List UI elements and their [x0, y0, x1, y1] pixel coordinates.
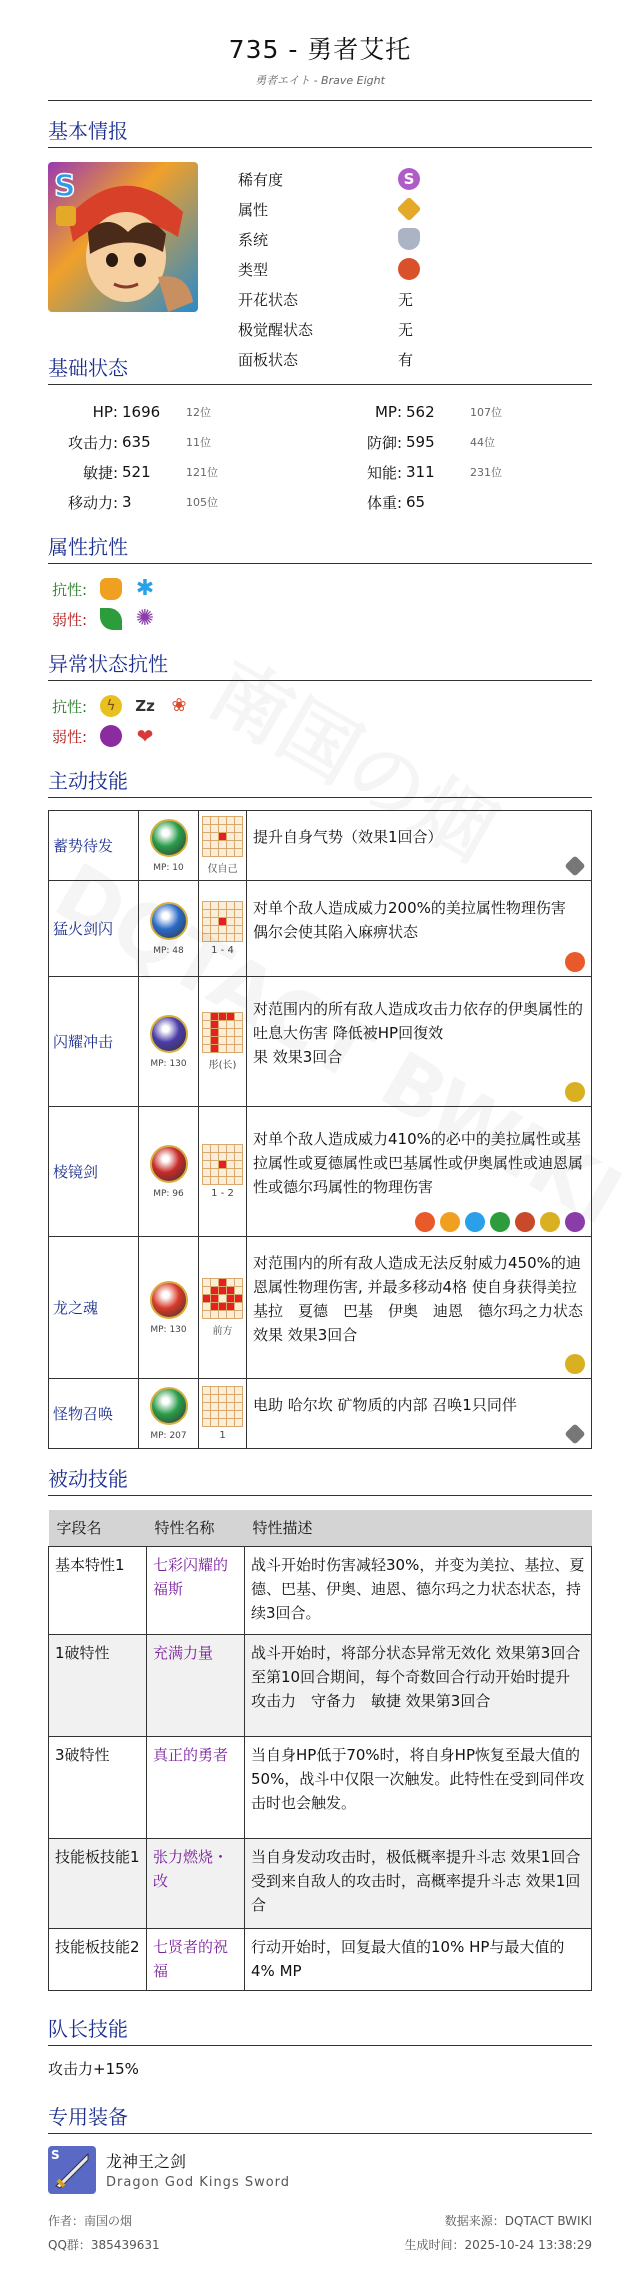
stat-value: 595	[406, 433, 435, 451]
stat-value: 3	[122, 493, 132, 511]
skill-desc: 对范围内的所有敌人造成攻击力依存的伊奥属性的吐息大伤害 降低被HP回復效 果 效果3回合	[253, 999, 584, 1066]
passive-row	[49, 1634, 592, 1736]
stat-rank: 105位	[186, 496, 218, 509]
stat-label: HP:	[92, 403, 118, 421]
type-icon	[398, 258, 420, 280]
confusion-icon: ❀	[171, 695, 187, 716]
stat-value: 635	[122, 433, 151, 451]
fire-fist-icon	[100, 578, 122, 600]
skill-orb-icon	[150, 1145, 188, 1183]
weak-label: 弱性:	[52, 610, 88, 629]
stat-label: 敏捷:	[82, 463, 118, 482]
skill-element-icons	[565, 1354, 585, 1374]
status-weak-row	[48, 721, 592, 751]
info-row-bloom	[238, 284, 420, 314]
footer-source	[445, 2212, 592, 2229]
skill-row	[49, 1107, 592, 1237]
skill-row	[49, 811, 592, 881]
leader-skill-text: 攻击力+15%	[48, 2059, 139, 2078]
skill-name[interactable]: 怪物召唤	[49, 1379, 139, 1449]
section-title-leader-skill: 队长技能	[48, 2013, 592, 2046]
skill-range-label: 彤(长)	[208, 1060, 237, 1071]
info-row-rarity	[238, 164, 420, 194]
skill-orb-icon	[150, 819, 188, 857]
skill-row	[49, 977, 592, 1107]
none-attr-icon	[564, 1423, 585, 1444]
skill-desc: 提升自身气势（效果1回合）	[253, 827, 443, 846]
stat-row	[48, 427, 592, 457]
passive-field: 1破特性	[49, 1634, 147, 1736]
range-grid	[202, 1144, 243, 1185]
skill-icon-cell	[139, 881, 199, 977]
passive-desc: 当自身HP低于70%时，将自身HP恢复至最大值的50%，战斗中仅限一次触发。此特性在受到同伴攻击时也会触发。	[245, 1736, 592, 1838]
skill-desc: 对范围内的所有敌人造成无法反射威力450%的迪恩属性物理伤害, 并最多移动4格 使自身获得美拉 基拉 夏德 巴基 伊奥 迪恩 德尔玛之力状态效果 效果3回合	[253, 1253, 592, 1344]
skill-name[interactable]: 棱镜剑	[49, 1107, 139, 1237]
passive-field: 3破特性	[49, 1736, 147, 1838]
info-row-awakening	[238, 314, 420, 344]
status-resist-block	[48, 691, 592, 751]
skill-range-label: 前方	[212, 1326, 233, 1337]
sword-icon	[48, 2146, 96, 2194]
skill-desc: 电助 哈尔坎 矿物质的内部 召唤1只同伴	[253, 1395, 517, 1414]
skill-orb-icon	[150, 1281, 188, 1319]
leaf-icon	[490, 1212, 510, 1232]
equipment-name-en: Dragon God Kings Sword	[106, 2175, 291, 2190]
section-title-basic-info: 基本情报	[48, 115, 592, 148]
info-label: 开花状态	[238, 290, 299, 309]
portrait-image	[48, 162, 198, 312]
skill-desc-cell	[247, 881, 592, 977]
paralysis-icon: ϟ	[100, 695, 122, 717]
skill-orb-icon	[150, 1015, 188, 1053]
section-title-attr-resist: 属性抗性	[48, 531, 592, 564]
skill-mp: MP: 130	[150, 1324, 187, 1335]
stat-label: 移动力:	[67, 493, 118, 512]
passive-row	[49, 1928, 592, 1990]
none-attr-icon	[564, 855, 585, 876]
fist-icon	[440, 1212, 460, 1232]
range-grid	[202, 816, 243, 857]
passive-name: 充满力量	[147, 1634, 245, 1736]
skill-range-cell	[199, 1379, 247, 1449]
skill-range-cell	[199, 881, 247, 977]
skill-element-icons	[565, 856, 585, 876]
equipment-item[interactable]	[48, 2146, 592, 2194]
info-row-panel	[238, 344, 420, 374]
skill-range-cell	[199, 977, 247, 1107]
skill-desc-cell	[247, 811, 592, 881]
skill-range-label: 1 - 2	[211, 1188, 234, 1199]
passive-desc: 行动开始时，回复最大值的10% HP与最大值的4% MP	[245, 1928, 592, 1990]
skill-name[interactable]: 猛火剑闪	[49, 881, 139, 977]
info-row-system	[238, 224, 420, 254]
stats-grid	[48, 397, 592, 517]
footer-qq	[48, 2236, 160, 2253]
footer-time-value: 2025-10-24 13:38:29	[464, 2237, 592, 2252]
skill-range-cell	[199, 1237, 247, 1379]
dark-swirl-icon: ✺	[135, 606, 155, 631]
skill-desc: 对单个敌人造成威力410%的必中的美拉属性或基拉属性或夏德属性或巴基属性或伊奥属性或迪恩属性或德尔玛属性的物理伤害	[253, 1129, 584, 1196]
skill-mp: MP: 130	[150, 1058, 187, 1069]
system-icon	[398, 228, 420, 250]
info-value: 有	[398, 350, 414, 369]
passive-row	[49, 1838, 592, 1928]
resist-label: 抗性:	[52, 697, 88, 716]
footer-time-label: 生成时间：	[404, 2237, 465, 2252]
title-divider	[48, 100, 592, 101]
skill-name[interactable]: 蓄势待发	[49, 811, 139, 881]
passive-desc: 战斗开始时，将部分状态异常无效化 效果第3回合至第10回合期间，每个奇数回合行动开始时提升攻击力 守备力 敏捷 效果第3回合	[245, 1634, 592, 1736]
passive-header-field: 字段名	[49, 1510, 147, 1546]
stat-label: 体重:	[366, 493, 402, 512]
range-grid	[202, 1012, 243, 1053]
star-icon	[540, 1212, 560, 1232]
stat-value: 65	[406, 493, 426, 511]
bomb-icon	[515, 1212, 535, 1232]
svg-text:S: S	[51, 2147, 60, 2162]
sleep-icon: Zz	[135, 697, 155, 715]
passive-desc: 战斗开始时伤害减轻30%，并变为美拉、基拉、夏德、巴基、伊奥、迪恩、德尔玛之力状态状态，持续3回合。	[245, 1546, 592, 1634]
leaf-icon	[100, 608, 122, 630]
skill-range-label: 仅自己	[207, 864, 238, 875]
skill-icon-cell	[139, 1237, 199, 1379]
page-subtitle: 勇者エイト - Brave Eight	[255, 74, 385, 87]
footer-source-label: 数据来源：	[444, 2213, 505, 2228]
star-icon	[565, 1354, 585, 1374]
stat-rank: 121位	[186, 466, 218, 479]
passive-header-name: 特性名称	[147, 1510, 245, 1546]
info-label: 面板状态	[238, 350, 299, 369]
section-title-active-skills: 主动技能	[48, 765, 592, 798]
light-icon	[565, 1082, 585, 1102]
skill-element-icons	[565, 1424, 585, 1444]
skill-desc-cell	[247, 1379, 592, 1449]
section-title-status-resist: 异常状态抗性	[48, 648, 592, 681]
passive-field: 基本特性1	[49, 1546, 147, 1634]
skill-icon-cell	[139, 977, 199, 1107]
info-row-type	[238, 254, 420, 284]
stat-rank: 231位	[470, 466, 502, 479]
footer	[48, 2208, 592, 2256]
skill-range-cell	[199, 811, 247, 881]
skill-icon-cell	[139, 1107, 199, 1237]
stat-row	[48, 457, 592, 487]
range-grid	[202, 1386, 243, 1427]
info-value: 无	[398, 320, 414, 339]
stat-label: 攻击力:	[67, 433, 118, 452]
skill-icon-cell	[139, 811, 199, 881]
info-label: 极觉醒状态	[238, 320, 314, 339]
skill-element-icons	[565, 952, 585, 972]
section-title-passive-skills: 被动技能	[48, 1463, 592, 1496]
skill-desc-cell	[247, 1107, 592, 1237]
stat-rank: 11位	[186, 436, 211, 449]
info-label: 类型	[238, 260, 269, 279]
skill-orb-icon	[150, 1387, 188, 1425]
section-title-base-stats: 基础状态	[48, 352, 592, 385]
stat-rank: 12位	[186, 406, 211, 419]
skill-desc-cell	[247, 1237, 592, 1379]
attribute-icon	[397, 197, 422, 222]
skill-range-cell	[199, 1107, 247, 1237]
skill-name[interactable]: 龙之魂	[49, 1237, 139, 1379]
info-row-attribute	[238, 194, 420, 224]
ice-icon	[465, 1212, 485, 1232]
passive-field: 技能板技能1	[49, 1838, 147, 1928]
skill-desc: 对单个敌人造成威力200%的美拉属性物理伤害 偶尔会使其陷入麻痹状态	[253, 898, 566, 941]
stat-label: MP:	[374, 403, 402, 421]
section-title-equipment: 专用装备	[48, 2101, 592, 2134]
stat-row	[48, 397, 592, 427]
rarity-s-icon: S	[398, 168, 420, 190]
info-value: 无	[398, 290, 414, 309]
passive-skills-table	[48, 1510, 592, 1991]
poison-icon	[100, 725, 122, 747]
fire-icon	[565, 952, 585, 972]
info-label: 系统	[238, 230, 269, 249]
passive-desc: 当自身发动攻击时，极低概率提升斗志 效果1回合 受到来自敌人的攻击时，高概率提升斗志 效果1回合	[245, 1838, 592, 1928]
range-grid	[202, 1278, 243, 1319]
passive-row	[49, 1546, 592, 1634]
skill-mp: MP: 96	[153, 1188, 184, 1199]
passive-row	[49, 1736, 592, 1838]
skill-range-label: 1 - 4	[211, 945, 234, 956]
skill-range-label: 1	[219, 1430, 226, 1441]
footer-qq-value: 385439631	[90, 2237, 160, 2252]
fire-icon	[415, 1212, 435, 1232]
passive-header-desc: 特性描述	[245, 1510, 592, 1546]
stat-rank: 107位	[470, 406, 502, 419]
footer-qq-label: QQ群：	[48, 2237, 91, 2252]
status-resist-row	[48, 691, 592, 721]
active-skills-table	[48, 810, 592, 1449]
range-grid	[202, 901, 243, 942]
weak-label: 弱性:	[52, 727, 88, 746]
character-portrait[interactable]	[48, 162, 198, 312]
skill-mp: MP: 207	[150, 1430, 187, 1441]
resist-label: 抗性:	[52, 580, 88, 599]
info-label: 属性	[238, 200, 269, 219]
attr-weak-row	[48, 604, 592, 634]
passive-header-row	[49, 1510, 592, 1546]
skill-row	[49, 881, 592, 977]
footer-author-value: 南国の烟	[84, 2213, 133, 2228]
equipment-name-cn: 龙神王之剑	[106, 2152, 187, 2171]
skill-icon-cell	[139, 1379, 199, 1449]
attr-resist-row	[48, 574, 592, 604]
stat-value: 1696	[122, 403, 161, 421]
skill-element-icons	[565, 1082, 585, 1102]
passive-name: 七贤者的祝福	[147, 1928, 245, 1990]
stat-value: 521	[122, 463, 151, 481]
passive-field: 技能板技能2	[49, 1928, 147, 1990]
footer-author	[48, 2212, 132, 2229]
passive-name: 真正的勇者	[147, 1736, 245, 1838]
stat-rank: 44位	[470, 436, 495, 449]
info-label: 稀有度	[238, 170, 284, 189]
stat-label: 知能:	[366, 463, 402, 482]
stat-label: 防御:	[366, 433, 402, 452]
ice-icon: ✱	[135, 576, 155, 601]
stat-value: 562	[406, 403, 435, 421]
footer-source-value: DQTACT BWIKI	[504, 2213, 592, 2228]
skill-mp: MP: 10	[153, 862, 184, 873]
passive-name: 张力燃烧・改	[147, 1838, 245, 1928]
stat-row	[48, 487, 592, 517]
footer-author-label: 作者：	[48, 2213, 85, 2228]
page-title: 735 - 勇者艾托	[228, 35, 412, 64]
charm-icon: ❤	[136, 724, 154, 748]
attr-resist-block	[48, 574, 592, 634]
skill-name[interactable]: 闪耀冲击	[49, 977, 139, 1107]
passive-name: 七彩闪耀的福斯	[147, 1546, 245, 1634]
basic-info-list	[238, 164, 420, 369]
skill-mp: MP: 48	[153, 945, 184, 956]
skill-orb-icon	[150, 902, 188, 940]
footer-time	[405, 2236, 592, 2253]
skill-row	[49, 1237, 592, 1379]
skill-element-icons	[415, 1212, 585, 1232]
svg-text:S: S	[54, 169, 76, 204]
skill-row	[49, 1379, 592, 1449]
swirl-icon	[565, 1212, 585, 1232]
stat-value: 311	[406, 463, 435, 481]
skill-desc-cell	[247, 977, 592, 1107]
